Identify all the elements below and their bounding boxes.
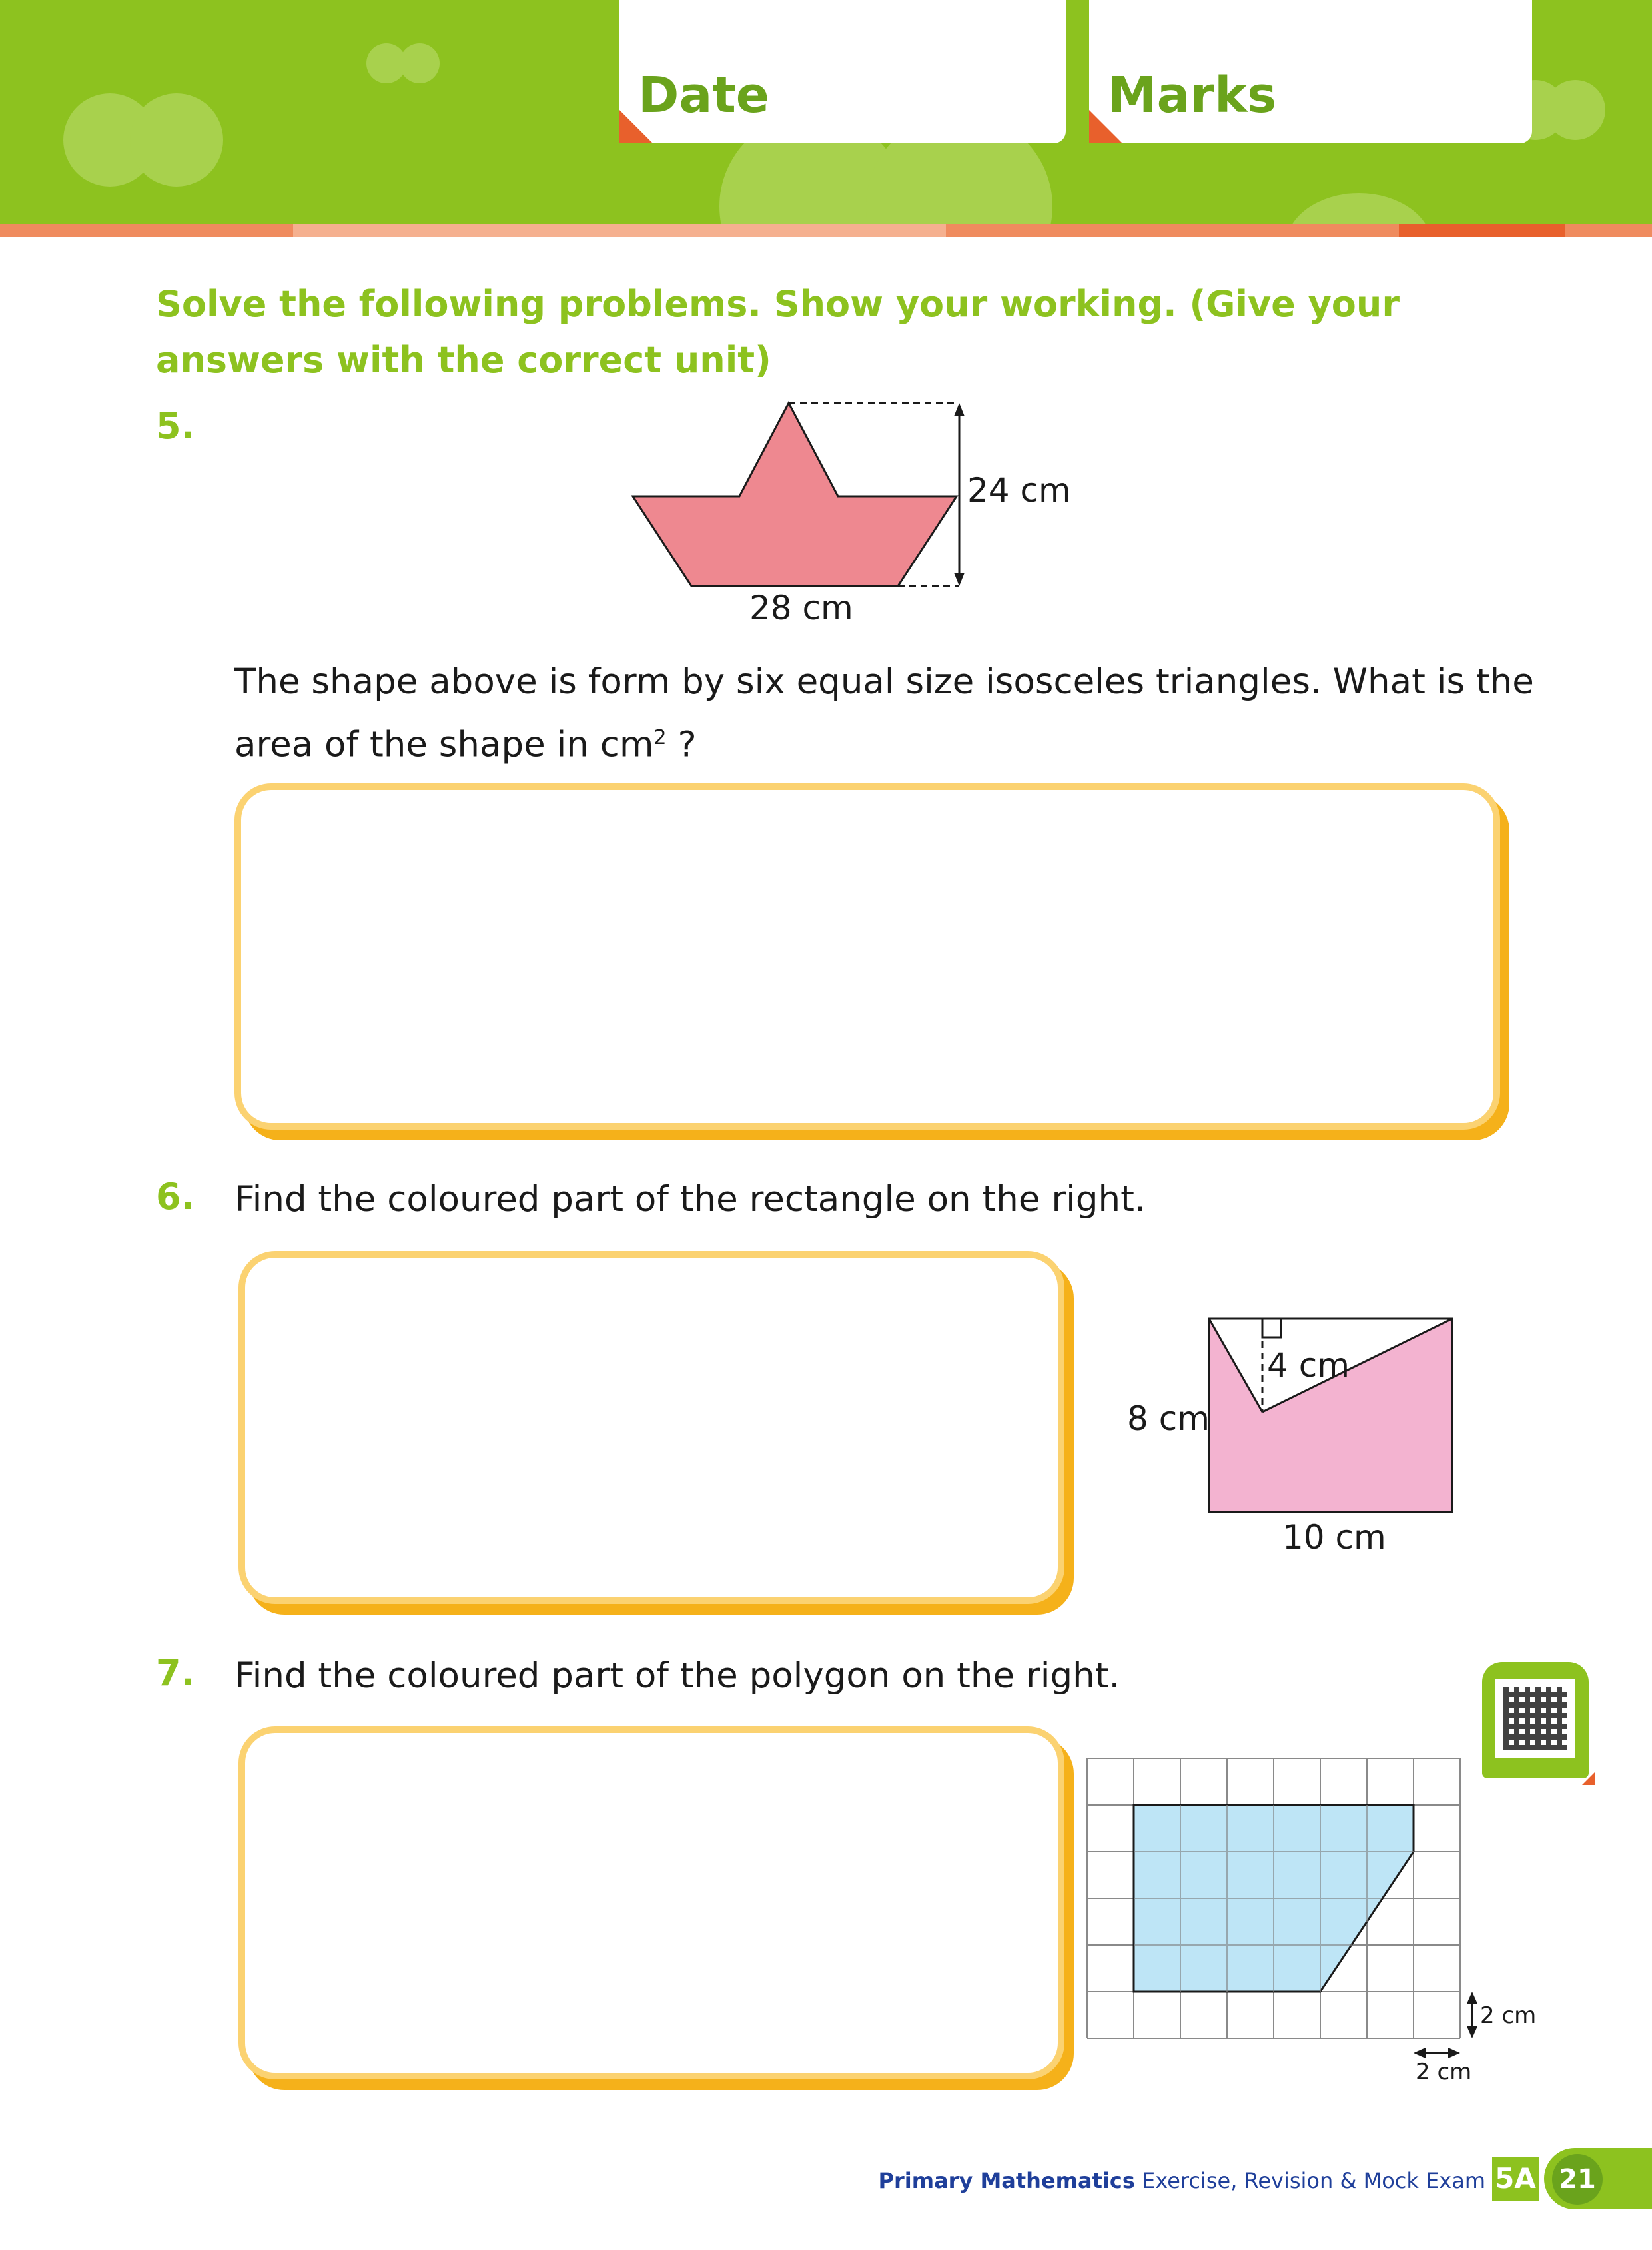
- answer-box-7[interactable]: [238, 1726, 1064, 2079]
- boat-shape: [633, 403, 957, 586]
- page-number: 21: [1552, 2154, 1603, 2205]
- superscript: 2: [653, 726, 667, 749]
- rect-height-label: 8 cm: [1127, 1399, 1210, 1438]
- arrow-head: [1467, 1992, 1477, 2004]
- date-label: Date: [638, 67, 769, 124]
- footer-book-title: [879, 2168, 1485, 2193]
- header-blob: [130, 93, 223, 187]
- horizontal-scale-label: 2 cm: [1416, 2059, 1472, 2085]
- arrow-head-down: [954, 573, 965, 586]
- question-7-number: 7.: [156, 1652, 195, 1694]
- marks-box: [1089, 0, 1532, 143]
- date-box: [620, 0, 1066, 143]
- footer-book-rest: Exercise, Revision & Mock Exam: [1142, 2168, 1485, 2193]
- question-5-number: 5.: [156, 405, 195, 447]
- question-7-text: Find the coloured part of the polygon on the right.: [234, 1655, 1120, 1696]
- header-blob: [1286, 193, 1432, 226]
- question-5-text: [234, 654, 1553, 773]
- question-5-text-end: ?: [666, 724, 697, 765]
- height-label: 24 cm: [967, 471, 1071, 510]
- header-stripe: [946, 224, 1399, 237]
- page-header: [0, 0, 1652, 226]
- vertical-scale-label: 2 cm: [1480, 2002, 1537, 2029]
- qr-code-background: [1495, 1679, 1575, 1758]
- question-6-text: Find the coloured part of the rectangle on the right.: [234, 1179, 1146, 1220]
- right-angle-mark: [1262, 1319, 1281, 1337]
- base-label: 28 cm: [749, 589, 853, 627]
- qr-corner: [1582, 1772, 1595, 1785]
- arrow-head: [1414, 2048, 1426, 2058]
- question-5-text-main: The shape above is form by six equal size isosceles triangles. What is the area of the shape in cm: [234, 661, 1534, 765]
- answer-box-5[interactable]: [234, 783, 1500, 1130]
- marks-label: Marks: [1108, 67, 1277, 124]
- arrow-head-up: [954, 403, 965, 416]
- header-stripe: [0, 224, 293, 237]
- qr-code-icon: [1503, 1687, 1567, 1750]
- header-blob: [1545, 80, 1605, 140]
- question-6-number: 6.: [156, 1176, 195, 1218]
- boat-shape-figure: [600, 390, 1099, 649]
- rect-width-label: 10 cm: [1282, 1518, 1386, 1557]
- footer-book-bold: Primary Mathematics: [878, 2168, 1135, 2193]
- level-badge: 5A: [1492, 2157, 1539, 2201]
- header-stripe: [1399, 224, 1565, 237]
- arrow-head: [1448, 2048, 1460, 2058]
- rectangle-figure: [1106, 1299, 1479, 1565]
- header-stripe: [293, 224, 946, 237]
- answer-box-6[interactable]: [238, 1251, 1064, 1604]
- instructions: Solve the following problems. Show your working. (Give your answers with the correct unit): [156, 283, 1400, 381]
- inner-height-label: 4 cm: [1267, 1346, 1350, 1385]
- polygon-grid-figure: [1086, 1752, 1545, 2091]
- header-blob: [400, 43, 440, 83]
- arrow-head: [1467, 2026, 1477, 2038]
- header-stripe: [1565, 224, 1652, 237]
